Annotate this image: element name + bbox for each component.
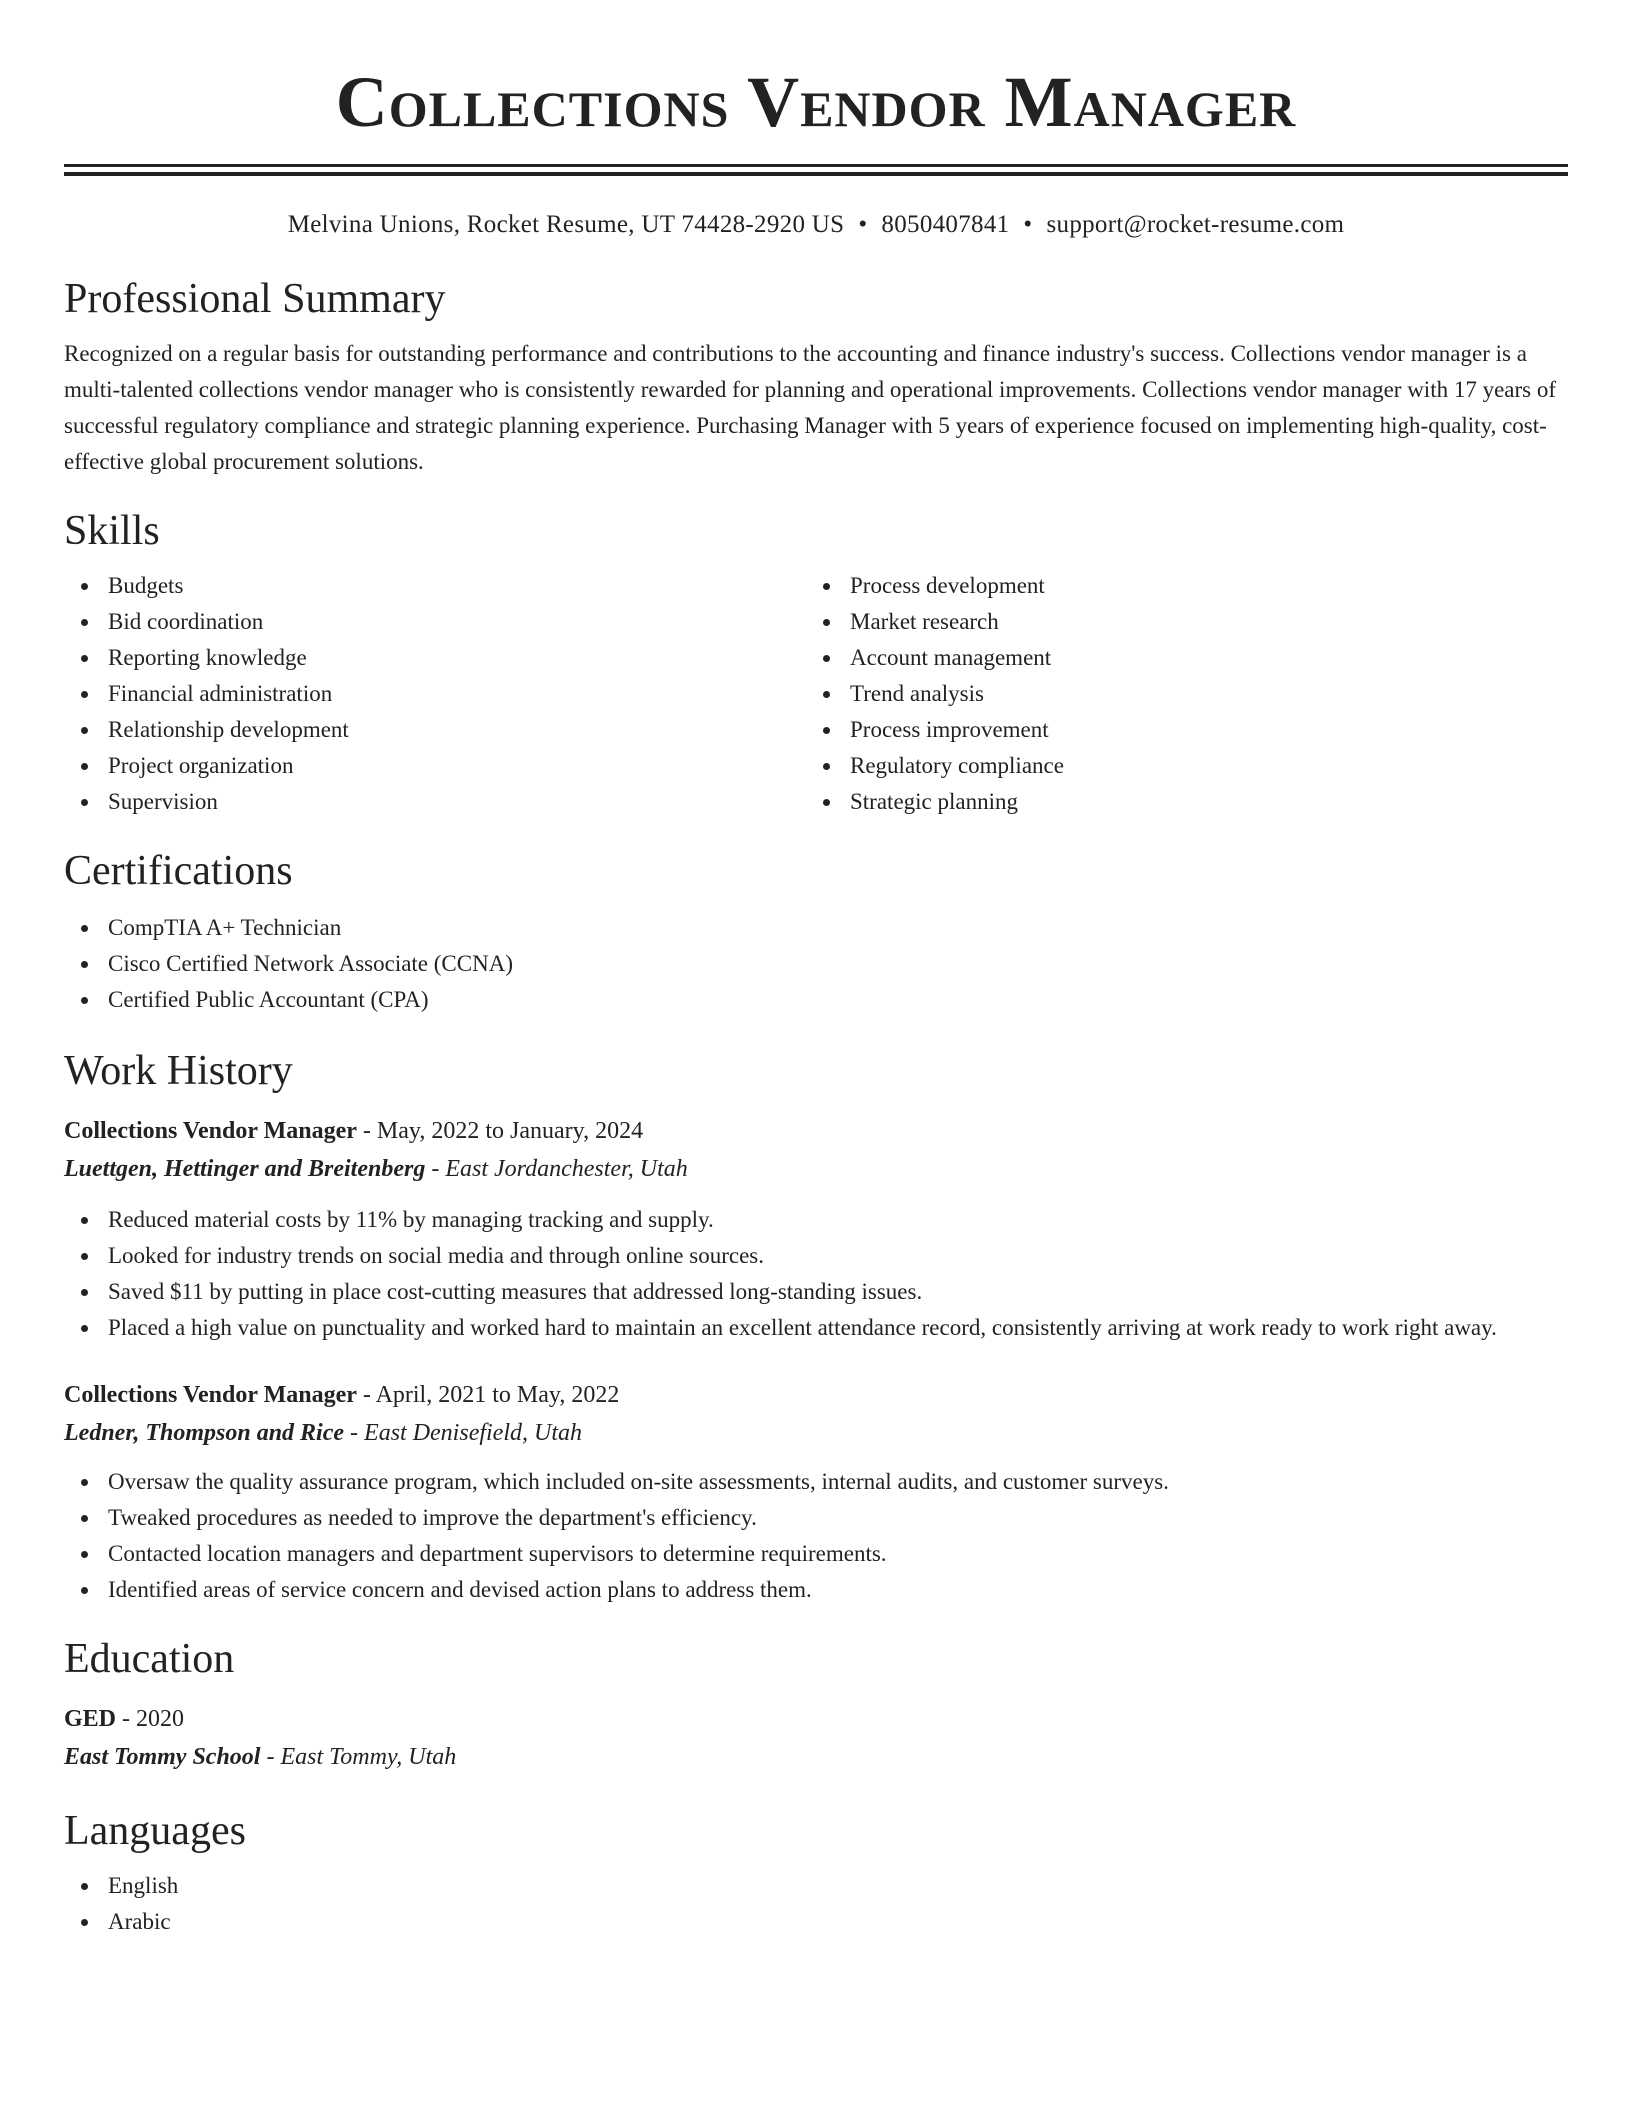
job-bullet: Contacted location managers and department supervisors to determine requirements.	[64, 1536, 1568, 1572]
job-title: Collections Vendor Manager	[64, 1118, 357, 1144]
job-bullet: Identified areas of service concern and devised action plans to address them.	[64, 1572, 1568, 1608]
skill-item: Reporting knowledge	[64, 640, 806, 676]
skill-item: Regulatory compliance	[806, 748, 1548, 784]
job-bullet: Tweaked procedures as needed to improve the department's efficiency.	[64, 1500, 1568, 1536]
job-bullets	[64, 1464, 1568, 1608]
job-title-line: Collections Vendor Manager - May, 2022 to January, 2024	[64, 1118, 644, 1144]
skill-item: Bid coordination	[64, 604, 806, 640]
school-location: East Tommy, Utah	[280, 1744, 457, 1770]
contact-separator: •	[858, 211, 868, 238]
job-company: Luettgen, Hettinger and Breitenberg	[64, 1156, 426, 1182]
job-company-line: Ledner, Thompson and Rice - East Denisefield, Utah	[64, 1420, 582, 1446]
skill-item: Supervision	[64, 784, 806, 820]
work-history-heading: Work History	[64, 1048, 293, 1094]
contact-email: support@rocket-resume.com	[1046, 211, 1345, 238]
language-item: Arabic	[64, 1904, 1568, 1940]
job-company: Ledner, Thompson and Rice	[64, 1420, 345, 1446]
contact-address: Melvina Unions, Rocket Resume, UT 74428-2920 US	[287, 211, 845, 238]
language-item: English	[64, 1868, 1568, 1904]
certification-item: Cisco Certified Network Associate (CCNA)	[64, 946, 1568, 982]
job-location: East Jordanchester, Utah	[445, 1156, 688, 1182]
school-line: East Tommy School - East Tommy, Utah	[64, 1744, 457, 1770]
title-divider-bottom	[64, 172, 1568, 176]
skill-item: Trend analysis	[806, 676, 1548, 712]
degree: GED	[64, 1706, 117, 1732]
skill-item: Process development	[806, 568, 1548, 604]
skills-columns	[64, 568, 1568, 820]
degree-year: 2020	[136, 1706, 185, 1732]
job-bullet: Reduced material costs by 11% by managing tracking and supply.	[64, 1202, 1568, 1238]
job-title: Collections Vendor Manager	[64, 1382, 357, 1408]
degree-line: GED - 2020	[64, 1706, 185, 1732]
skill-item: Project organization	[64, 748, 806, 784]
skill-item: Financial administration	[64, 676, 806, 712]
skill-item: Market research	[806, 604, 1548, 640]
job-bullet: Looked for industry trends on social media and through online sources.	[64, 1238, 1568, 1274]
job-bullet: Saved $11 by putting in place cost-cutting measures that addressed long-standing issues.	[64, 1274, 1568, 1310]
contact-line	[64, 210, 1568, 240]
skill-item: Budgets	[64, 568, 806, 604]
job-entry	[64, 1376, 1568, 1608]
languages-list	[64, 1868, 1568, 1940]
education-entry	[64, 1700, 1568, 1776]
education-heading: Education	[64, 1636, 235, 1682]
skills-list-left	[64, 568, 806, 820]
certifications-list	[64, 910, 1568, 1018]
skills-list-right	[806, 568, 1548, 820]
job-location: East Denisefield, Utah	[364, 1420, 582, 1446]
summary-heading: Professional Summary	[64, 276, 446, 322]
certification-item: Certified Public Accountant (CPA)	[64, 982, 1568, 1018]
skill-item: Relationship development	[64, 712, 806, 748]
certifications-heading: Certifications	[64, 848, 293, 894]
summary-text: Recognized on a regular basis for outstanding performance and contributions to the accounting and finance industry's success. Collections vendor manager is a multi-talented collections vendor manager who is consistently rewarded for planning and operational improvements. Collections vendor manager with 17 years of successful regulatory compliance and strategic planning experience. Purchasing Manager with 5 years of experience focused on implementing high-quality, cost-effective global procurement solutions.	[64, 341, 1557, 474]
school-name: East Tommy School	[64, 1744, 261, 1770]
resume-title: Collections Vendor Manager	[335, 62, 1297, 142]
skills-heading: Skills	[64, 508, 160, 554]
skill-item: Process improvement	[806, 712, 1548, 748]
job-bullet: Placed a high value on punctuality and worked hard to maintain an excellent attendance record, consistently arriving at work ready to work right away.	[64, 1310, 1568, 1346]
skill-item: Account management	[806, 640, 1548, 676]
certification-item: CompTIA A+ Technician	[64, 910, 1568, 946]
job-entry	[64, 1112, 1568, 1346]
job-bullets	[64, 1202, 1568, 1346]
job-dates: May, 2022 to January, 2024	[376, 1118, 644, 1144]
contact-separator: •	[1023, 211, 1033, 238]
languages-heading: Languages	[64, 1808, 246, 1854]
job-title-line: Collections Vendor Manager - April, 2021 to May, 2022	[64, 1382, 620, 1408]
job-dates: April, 2021 to May, 2022	[375, 1382, 620, 1408]
contact-phone: 8050407841	[881, 211, 1010, 238]
job-bullet: Oversaw the quality assurance program, which included on-site assessments, internal audits, and customer surveys.	[64, 1464, 1568, 1500]
skill-item: Strategic planning	[806, 784, 1548, 820]
job-company-line: Luettgen, Hettinger and Breitenberg - East Jordanchester, Utah	[64, 1156, 688, 1182]
